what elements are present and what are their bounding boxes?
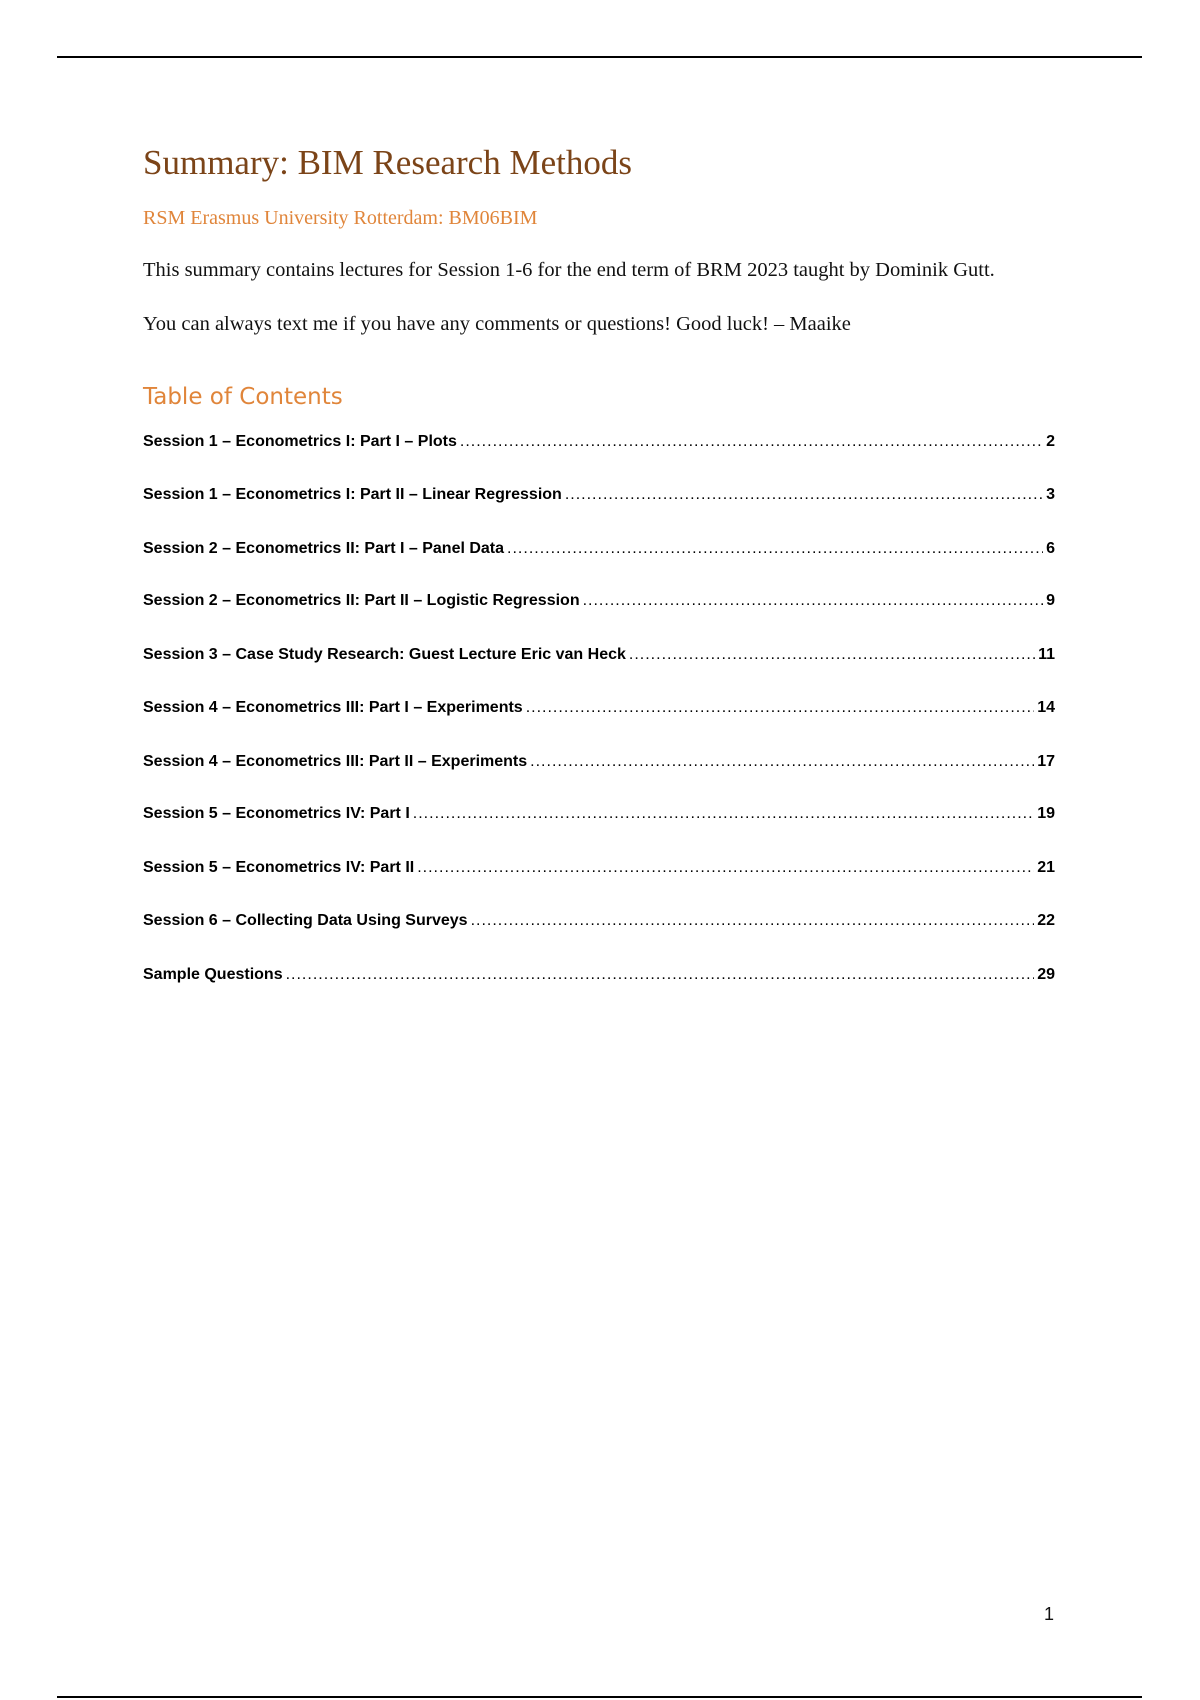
toc-dot-leader <box>286 963 1035 987</box>
toc-entry[interactable] <box>143 802 1055 826</box>
toc-entry-page: 17 <box>1037 752 1055 770</box>
toc-entry-page: 22 <box>1037 911 1055 929</box>
toc-dot-leader <box>583 589 1044 613</box>
toc-heading: Table of Contents <box>143 384 343 410</box>
table-of-contents <box>143 430 1055 987</box>
toc-dot-leader <box>530 750 1034 774</box>
toc-entry-page: 9 <box>1046 592 1055 609</box>
toc-entry-title: Session 2 – Econometrics II: Part I – Panel Data <box>143 539 505 557</box>
toc-entry-title: Session 5 – Econometrics IV: Part I <box>143 805 410 822</box>
toc-entry[interactable] <box>143 483 1055 507</box>
toc-dot-leader <box>629 643 1035 667</box>
toc-entry-page: 3 <box>1046 485 1055 503</box>
toc-entry-title: Session 6 – Collecting Data Using Surveys <box>143 911 468 929</box>
toc-dot-leader <box>417 856 1034 880</box>
toc-entry[interactable] <box>143 643 1055 667</box>
toc-entry[interactable] <box>143 589 1055 613</box>
toc-entry[interactable] <box>143 856 1055 880</box>
toc-entry-page: 14 <box>1037 698 1055 716</box>
toc-entry[interactable] <box>143 430 1055 454</box>
intro-paragraph: This summary contains lectures for Session 1-6 for the end term of BRM 2023 taught by Dominik Gutt. <box>143 259 995 281</box>
contact-paragraph: You can always text me if you have any comments or questions! Good luck! – Maaike <box>143 313 851 335</box>
toc-entry[interactable] <box>143 963 1055 987</box>
toc-dot-leader <box>565 483 1043 507</box>
toc-entry-page: 19 <box>1037 805 1055 822</box>
toc-entry[interactable] <box>143 537 1055 561</box>
toc-dot-leader <box>507 537 1043 561</box>
toc-dot-leader <box>471 909 1035 933</box>
toc-entry-page: 2 <box>1046 433 1055 450</box>
toc-entry-title: Session 2 – Econometrics II: Part II – Logistic Regression <box>143 592 580 609</box>
toc-entry-title: Session 3 – Case Study Research: Guest Lecture Eric van Heck <box>143 646 626 663</box>
toc-dot-leader <box>526 696 1035 720</box>
toc-entry-page: 11 <box>1038 646 1055 663</box>
footer-rule <box>57 1696 1142 1698</box>
toc-dot-leader <box>460 430 1043 454</box>
toc-entry[interactable] <box>143 909 1055 933</box>
toc-entry[interactable] <box>143 696 1055 720</box>
toc-entry[interactable] <box>143 750 1055 774</box>
toc-entry-title: Session 4 – Econometrics III: Part I – Experiments <box>143 698 523 716</box>
toc-dot-leader <box>413 802 1034 826</box>
toc-entry-title: Session 1 – Econometrics I: Part II – Linear Regression <box>143 485 562 503</box>
document-page <box>143 138 1055 1015</box>
toc-entry-title: Session 4 – Econometrics III: Part II – Experiments <box>143 752 528 770</box>
toc-entry-page: 29 <box>1037 965 1055 983</box>
toc-entry-title: Session 5 – Econometrics IV: Part II <box>143 859 415 876</box>
toc-entry-page: 6 <box>1046 539 1055 557</box>
header-rule <box>57 56 1142 58</box>
toc-entry-page: 21 <box>1037 859 1055 876</box>
page-number: 1 <box>1043 1604 1054 1624</box>
document-subtitle: RSM Erasmus University Rotterdam: BM06BIM <box>143 207 538 229</box>
toc-entry-title: Sample Questions <box>143 965 283 983</box>
toc-entry-title: Session 1 – Econometrics I: Part I – Plots <box>143 433 457 450</box>
document-title: Summary: BIM Research Methods <box>143 143 632 182</box>
